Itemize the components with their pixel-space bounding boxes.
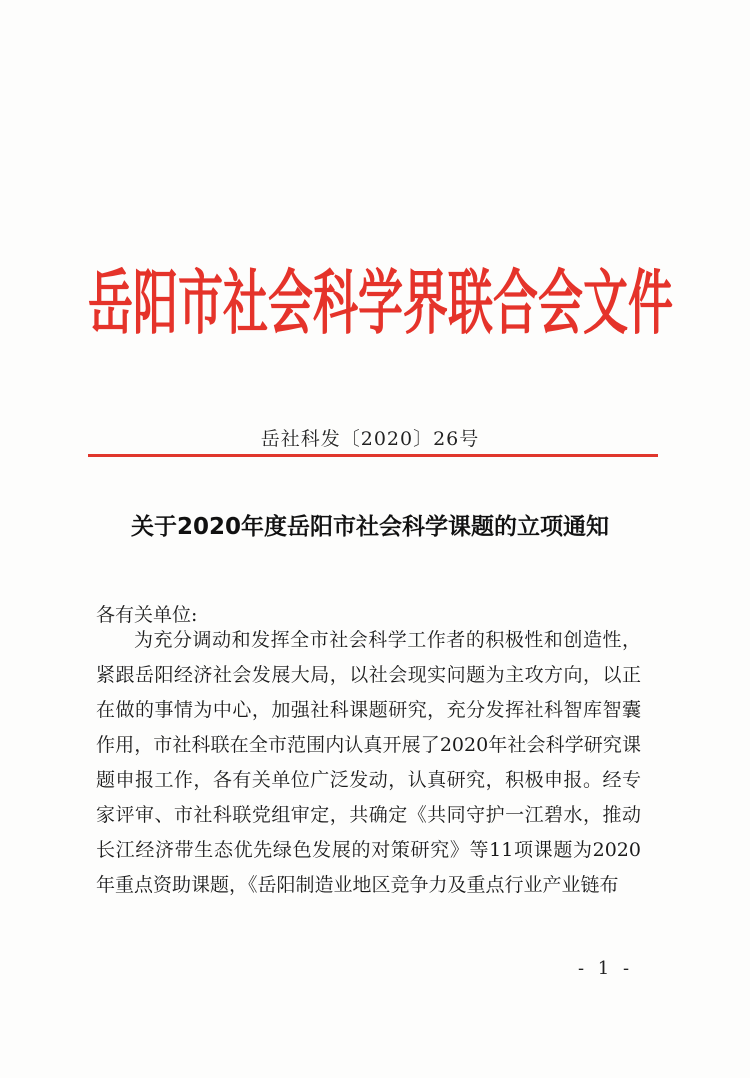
notice-title: 关于2020年度岳阳市社会科学课题的立项通知 — [130, 514, 609, 540]
issuer-masthead: 岳阳市社会科学界联合会文件 — [88, 261, 674, 344]
body-paragraph: 为充分调动和发挥全市社会科学工作者的积极性和创造性，紧跟岳阳经济社会发展大局，以社会现实问题为主攻方向，以正在做的事情为中心，加强社科课题研究，充分发挥社科智库智囊作用，市社科联在全市范围内认真开展了2020年社会科学研究课题申报工作，各有关单位广泛发动，认真研究，积极申报。经专家评审、市社科联党组审定，共确定《共同守护一江碧水，推动长江经济带生态优先绿色发展的对策研究》等11项课题为2020年重点资助课题，《岳阳制造业地区竞争力及重点行业产业链布 — [96, 629, 641, 896]
page-number: - 1 - — [578, 958, 634, 979]
salutation: 各有关单位: — [96, 604, 198, 626]
red-divider-line — [88, 454, 658, 457]
document-number: 岳社科发〔2020〕26号 — [260, 428, 480, 450]
